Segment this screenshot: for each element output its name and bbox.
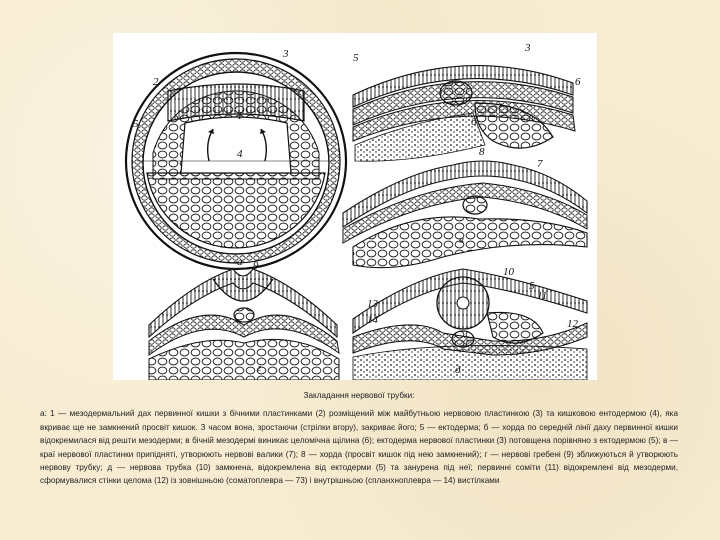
label-14: 14 — [367, 314, 378, 326]
label-3: 3 — [283, 48, 289, 60]
panel-g — [149, 269, 339, 380]
caption-title: Закладання нервової трубки: — [303, 391, 415, 400]
label-7: 7 — [537, 158, 543, 170]
label-11: 11 — [537, 290, 548, 302]
figure-caption — [40, 389, 678, 488]
label-1: 1 — [237, 110, 243, 122]
label-12: 12 — [567, 318, 578, 330]
label-9: 9 — [253, 260, 259, 272]
label-10: 10 — [503, 266, 514, 278]
panel-d — [353, 269, 587, 380]
label-2: 2 — [153, 76, 159, 88]
panel-label-v: в — [459, 234, 464, 246]
caption-body: а: 1 — мезодермальний дах первинної кишки з бічними пластинками (2) розміщений між майбутньою нервовою пластинкою (3) та кишковою ентодермою (4), яка вкриває ще не замкнений просвіт кишок. З часом вона, зростаючи (стрілки вгору), закриває його; 5 — ектодерма; б — хорда по середній лінії даху первинної кишки відокремилася від решти мезодерми; в бічній мезодермі виникає целомічна щілина (6); ектодерма нервової пластинки (3) потовщена порівняно з ектодермою (5); в — краї нервової пластинки припідняті, утворюють нервові валики (7); 8 — хорда (просвіт кишок під нею замкнений); г — нервові гребені (9) зближуються й утворюють нервову трубку; д — нервова трубка (10) замкнена, відокремлена від ектодерми (5) та занурена під неї; первинні соміти (11) відокремлені від мезодерми, сформувалися стінки целома (12) із зовнішньою (соматоплевра — 73) і внутрішньою (спланхноплевра — 14) вистілками — [40, 409, 678, 486]
label-b-3: 3 — [525, 42, 531, 54]
panel-label-d: д — [455, 364, 461, 376]
label-5: 5 — [133, 118, 139, 130]
label-8: 8 — [479, 146, 485, 158]
embryology-figure — [113, 33, 597, 380]
panel-v — [343, 161, 587, 268]
label-d-5: 5 — [529, 280, 535, 292]
label-13: 13 — [367, 298, 378, 310]
label-6: 6 — [575, 76, 581, 88]
panel-a — [126, 53, 346, 269]
panel-b — [353, 66, 575, 162]
label-4: 4 — [237, 148, 243, 160]
panel-label-g: г — [257, 362, 262, 374]
label-b-5: 5 — [353, 52, 359, 64]
panel-label-b: б — [471, 116, 477, 128]
panel-label-a: а — [237, 256, 243, 268]
